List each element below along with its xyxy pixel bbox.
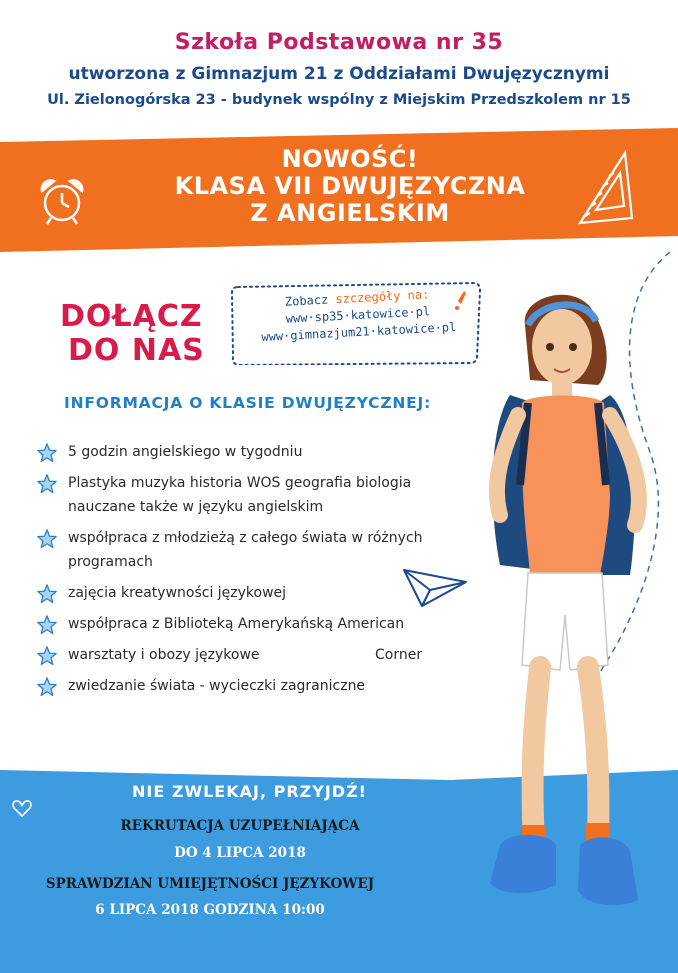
list-item-line-1: zajęcia kreatywności językowej [68, 585, 287, 601]
exam-label: SPRAWDZIAN UMIEJĘTNOŚCI JĘZYKOWEJ [45, 876, 375, 892]
banner-line-3: Z ANGIELSKIM [250, 199, 450, 227]
link-sp35[interactable]: www·sp35·katowice·pl [285, 304, 431, 326]
list-item-line-1: współpraca z młodzieżą z całego świata w różnych [68, 530, 423, 546]
join-line-2: DO NAS [68, 333, 205, 368]
info-title: INFORMACJA O KLASIE DWUJĘZYCZNEJ: [64, 394, 432, 412]
star-icon [36, 528, 58, 550]
list-item [36, 674, 476, 698]
star-icon [36, 676, 58, 698]
list-item [36, 440, 476, 464]
list-item-line-2: programach [68, 554, 153, 570]
list-item-continuation: Corner [375, 647, 423, 663]
links-intro-highlight: szczegóły na: [335, 287, 430, 307]
join-us-heading [60, 300, 205, 368]
links-intro: Zobacz [284, 292, 336, 309]
star-icon [36, 614, 58, 636]
banner-line-1: NOWOŚĆ! [281, 145, 419, 173]
join-line-1: DOŁĄCZ [60, 299, 203, 334]
list-item-line-1: 5 godzin angielskiego w tygodniu [68, 444, 303, 460]
school-address: Ul. Zielonogórska 23 - budynek wspólny z Miejskim Przedszkolem nr 15 [47, 92, 631, 108]
list-item-line-2: nauczane także w języku angielskim [68, 499, 324, 515]
star-icon [36, 645, 58, 667]
star-icon [36, 583, 58, 605]
list-item-line-1: zwiedzanie świata - wycieczki zagraniczne [68, 678, 366, 694]
list-item-line-1: współpraca z Biblioteką Amerykańską American [68, 616, 405, 632]
star-icon [36, 473, 58, 495]
recruitment-date: DO 4 LIPCA 2018 [174, 845, 306, 861]
list-item-line-1: Plastyka muzyka historia WOS geografia biologia [68, 475, 412, 491]
star-icon [36, 442, 58, 464]
student-girl-illustration [470, 285, 678, 925]
list-item [36, 471, 476, 519]
school-origin: utworzona z Gimnazjum 21 z Oddziałami Dwujęzycznymi [68, 64, 610, 84]
exam-date: 6 LIPCA 2018 GODZINA 10:00 [95, 902, 325, 918]
call-to-action: NIE ZWLEKAJ, PRZYJDŹ! [132, 782, 367, 801]
link-gimnazjum21[interactable]: www·gimnazjum21·katowice·pl [261, 319, 457, 345]
list-item [36, 612, 476, 636]
school-name: Szkoła Podstawowa nr 35 [174, 30, 504, 55]
banner-line-2: KLASA VII DWUJĘZYCZNA [174, 172, 526, 200]
recruitment-label: REKRUTACJA UZUPEŁNIAJĄCA [120, 818, 360, 834]
paper-plane-icon [400, 560, 470, 612]
list-item-line-1: warsztaty i obozy językowe [68, 647, 260, 663]
